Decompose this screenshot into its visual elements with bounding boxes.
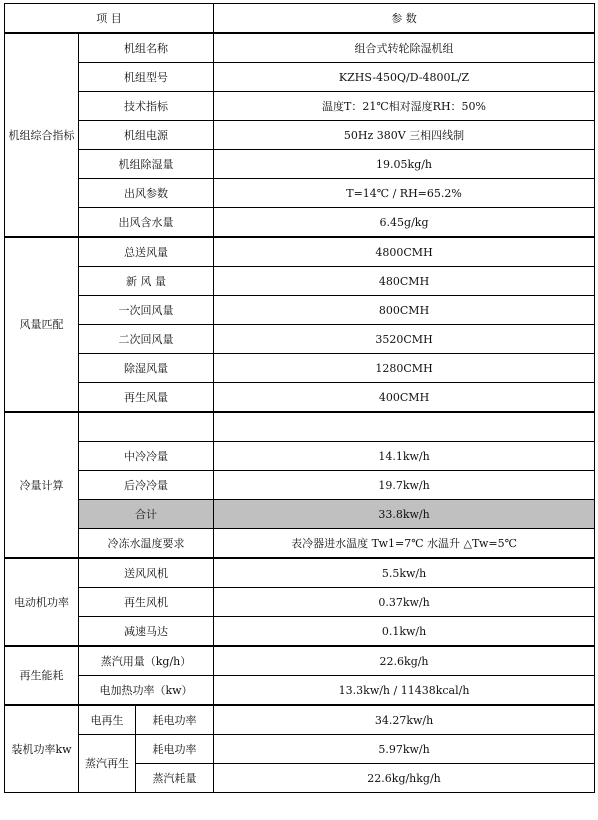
table-row (5, 296, 595, 325)
row-value: 3520CMH (214, 325, 595, 354)
row-label: 出风含水量 (79, 208, 214, 238)
group-label-airflow: 风量匹配 (5, 237, 79, 412)
row-value: 表冷器进水温度 Tw1=7℃ 水温升 △Tw=5℃ (214, 529, 595, 559)
row-label: 送风风机 (79, 558, 214, 588)
table-row (5, 617, 595, 647)
row-label: 后冷冷量 (79, 471, 214, 500)
table-row (5, 354, 595, 383)
table-row (5, 237, 595, 267)
table-row (5, 208, 595, 238)
row-value (214, 412, 595, 442)
header-param: 参 数 (214, 4, 595, 34)
row-label: 冷冻水温度要求 (79, 529, 214, 559)
row-value: T=14℃ / RH=65.2% (214, 179, 595, 208)
row-value: 50Hz 380V 三相四线制 (214, 121, 595, 150)
row-label: 耗电功率 (136, 735, 214, 764)
row-label: 机组电源 (79, 121, 214, 150)
table-row (5, 558, 595, 588)
row-label: 总送风量 (79, 237, 214, 267)
row-label: 机组型号 (79, 63, 214, 92)
row-value: 19.05kg/h (214, 150, 595, 179)
row-value: 温度T：21℃相对湿度RH：50% (214, 92, 595, 121)
row-label: 中冷冷量 (79, 442, 214, 471)
header-row (5, 4, 595, 34)
row-label: 新 风 量 (79, 267, 214, 296)
table-row (5, 412, 595, 442)
row-value: 6.45g/kg (214, 208, 595, 238)
table-row (5, 121, 595, 150)
row-value: 14.1kw/h (214, 442, 595, 471)
row-label (79, 412, 214, 442)
group-label-regen-energy: 再生能耗 (5, 646, 79, 705)
spec-table (4, 3, 595, 793)
total-value: 33.8kw/h (214, 500, 595, 529)
table-row (5, 676, 595, 706)
table-row (5, 325, 595, 354)
row-value: 1280CMH (214, 354, 595, 383)
row-value: 5.5kw/h (214, 558, 595, 588)
group-label-cooling: 冷量计算 (5, 412, 79, 558)
row-label: 机组名称 (79, 33, 214, 63)
group-label-unit-summary: 机组综合指标 (5, 33, 79, 237)
table-row (5, 471, 595, 500)
table-row (5, 442, 595, 471)
group-label-motor-power: 电动机功率 (5, 558, 79, 646)
table-row (5, 33, 595, 63)
row-value: 13.3kw/h / 11438kcal/h (214, 676, 595, 706)
row-label: 耗电功率 (136, 705, 214, 735)
table-row (5, 705, 595, 735)
row-value: 800CMH (214, 296, 595, 325)
row-label: 电加热功率（kw） (79, 676, 214, 706)
table-row (5, 735, 595, 764)
header-item: 项 目 (5, 4, 214, 34)
total-row (5, 500, 595, 529)
row-value: 480CMH (214, 267, 595, 296)
sub-label-steam-regen: 蒸汽再生 (79, 735, 136, 793)
table-row (5, 150, 595, 179)
table-row (5, 588, 595, 617)
row-value: 400CMH (214, 383, 595, 413)
row-label: 减速马达 (79, 617, 214, 647)
row-label: 再生风机 (79, 588, 214, 617)
row-value: 0.1kw/h (214, 617, 595, 647)
row-label: 蒸汽耗量 (136, 764, 214, 793)
table-row (5, 179, 595, 208)
row-label: 二次回风量 (79, 325, 214, 354)
table-row (5, 92, 595, 121)
row-value: 5.97kw/h (214, 735, 595, 764)
row-value: 4800CMH (214, 237, 595, 267)
table-row (5, 267, 595, 296)
row-value: 组合式转轮除湿机组 (214, 33, 595, 63)
row-label: 出风参数 (79, 179, 214, 208)
row-label: 除湿风量 (79, 354, 214, 383)
row-value: 19.7kw/h (214, 471, 595, 500)
total-label: 合计 (79, 500, 214, 529)
table-row (5, 646, 595, 676)
group-label-installed-power: 装机功率kw (5, 705, 79, 793)
row-label: 再生风量 (79, 383, 214, 413)
row-label: 机组除湿量 (79, 150, 214, 179)
row-value: 34.27kw/h (214, 705, 595, 735)
row-value: 22.6kg/h (214, 646, 595, 676)
row-value: KZHS-450Q/D-4800L/Z (214, 63, 595, 92)
row-label: 一次回风量 (79, 296, 214, 325)
row-value: 0.37kw/h (214, 588, 595, 617)
table-row (5, 383, 595, 413)
table-row (5, 529, 595, 559)
table-row (5, 63, 595, 92)
row-label: 技术指标 (79, 92, 214, 121)
row-label: 蒸汽用量（kg/h） (79, 646, 214, 676)
sub-label-electric-regen: 电再生 (79, 705, 136, 735)
row-value: 22.6kg/hkg/h (214, 764, 595, 793)
